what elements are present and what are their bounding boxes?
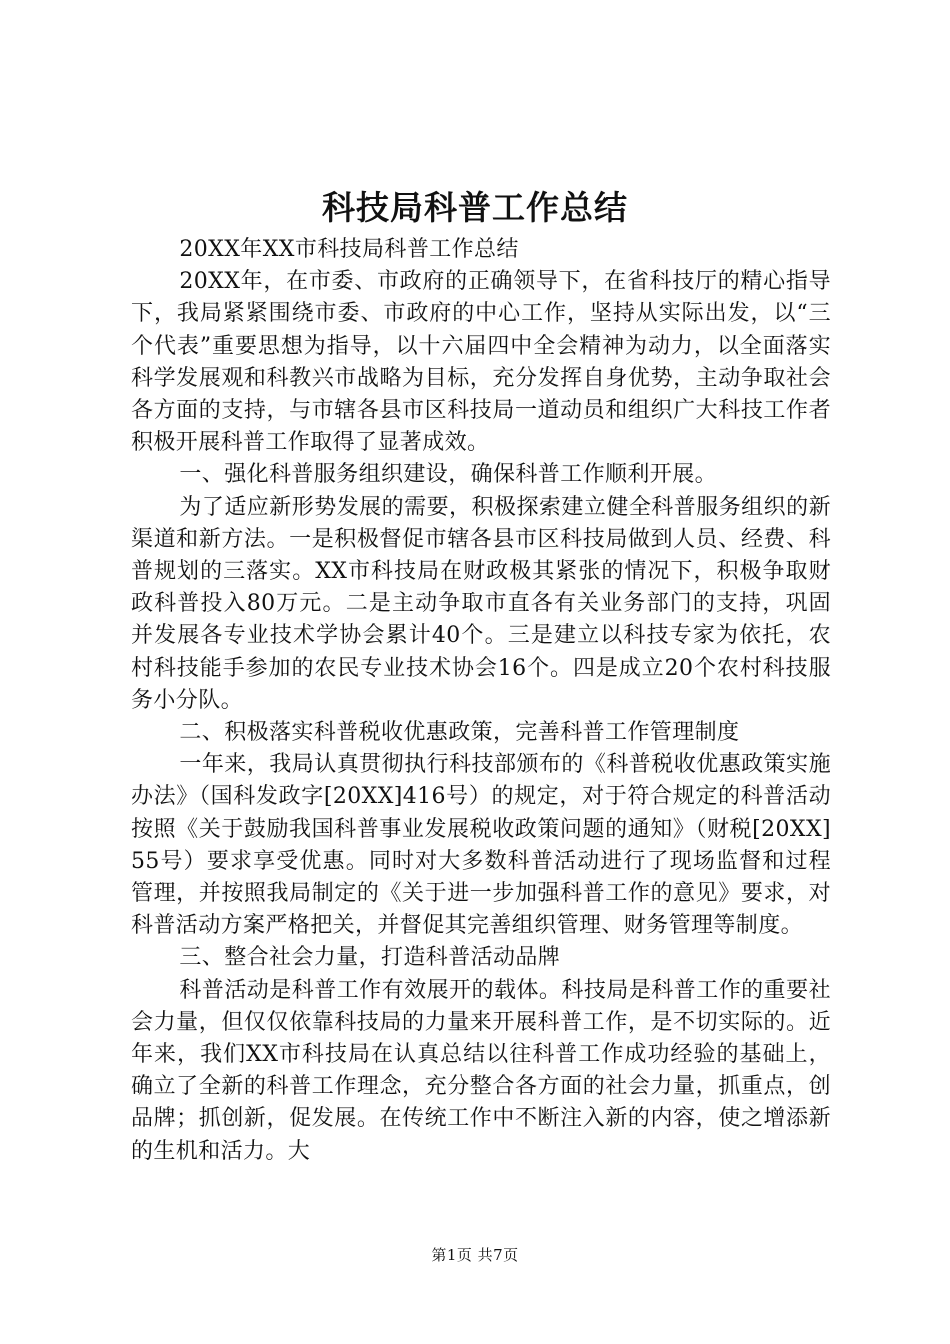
section-heading-1: 一、强化科普服务组织建设，确保科普工作顺利开展。 (179, 462, 717, 488)
paragraph-section-2: 一年来，我局认真贯彻执行科技部颁布的《科普税收优惠政策实施办法》（国科发政字[20XX]416号）的规定，对于符合规定的科普活动按照《关于鼓励我国科普事业发展税收政策问题的通知》（财税[20XX]55号）要求享受优惠。同时对大多数科普活动进行了现场监督和过程管理，并按照我局制定的《关于进一步加强科普工作的意见》要求，对科普活动方案严格把关，并督促其完善组织管理、财务管理等制度。 (131, 752, 831, 939)
section-heading-2: 二、积极落实科普税收优惠政策，完善科普工作管理制度 (179, 720, 740, 746)
section-heading-3: 三、整合社会力量，打造科普活动品牌 (179, 945, 561, 971)
paragraph-subtitle: 20XX年XX市科技局科普工作总结 (179, 237, 519, 262)
paragraph-intro: 20XX年，在市委、市政府的正确领导下，在省科技厅的精心指导下，我局紧紧围绕市委、市政府的中心工作，坚持从实际出发，以“三个代表”重要思想为指导，以十六届四中全会精神为动力，以全面落实科学发展观和科教兴市战略为目标，充分发挥自身优势，主动争取社会各方面的支持，与市辖各县市区科技局一道动员和组织广大科技工作者积极开展科普工作取得了显著成效。 (131, 269, 831, 456)
paragraph-section-3: 科普活动是科普工作有效展开的载体。科技局是科普工作的重要社会力量，但仅仅依靠科技局的力量来开展科普工作，是不切实际的。近年来，我们XX市科技局在认真总结以往科普工作成功经验的基础上，确立了全新的科普工作理念，充分整合各方面的社会力量，抓重点，创品牌；抓创新，促发展。在传统工作中不断注入新的内容，使之增添新的生机和活力。大 (131, 977, 831, 1164)
document-title: 科技局科普工作总结 (322, 188, 628, 227)
page-number-footer: 第1页 共7页 (431, 1246, 519, 1264)
paragraph-section-1: 为了适应新形势发展的需要，积极探索建立健全科普服务组织的新渠道和新方法。一是积极督促市辖各县市区科技局做到人员、经费、科普规划的三落实。XX市科技局在财政极其紧张的情况下，积极争取财政科普投入80万元。二是主动争取市直各有关业务部门的支持，巩固并发展各专业技术学协会累计40个。三是建立以科技专家为依托，农村科技能手参加的农民专业技术协会16个。四是成立20个农村科技服务小分队。 (131, 494, 831, 713)
document-body (131, 234, 831, 1168)
